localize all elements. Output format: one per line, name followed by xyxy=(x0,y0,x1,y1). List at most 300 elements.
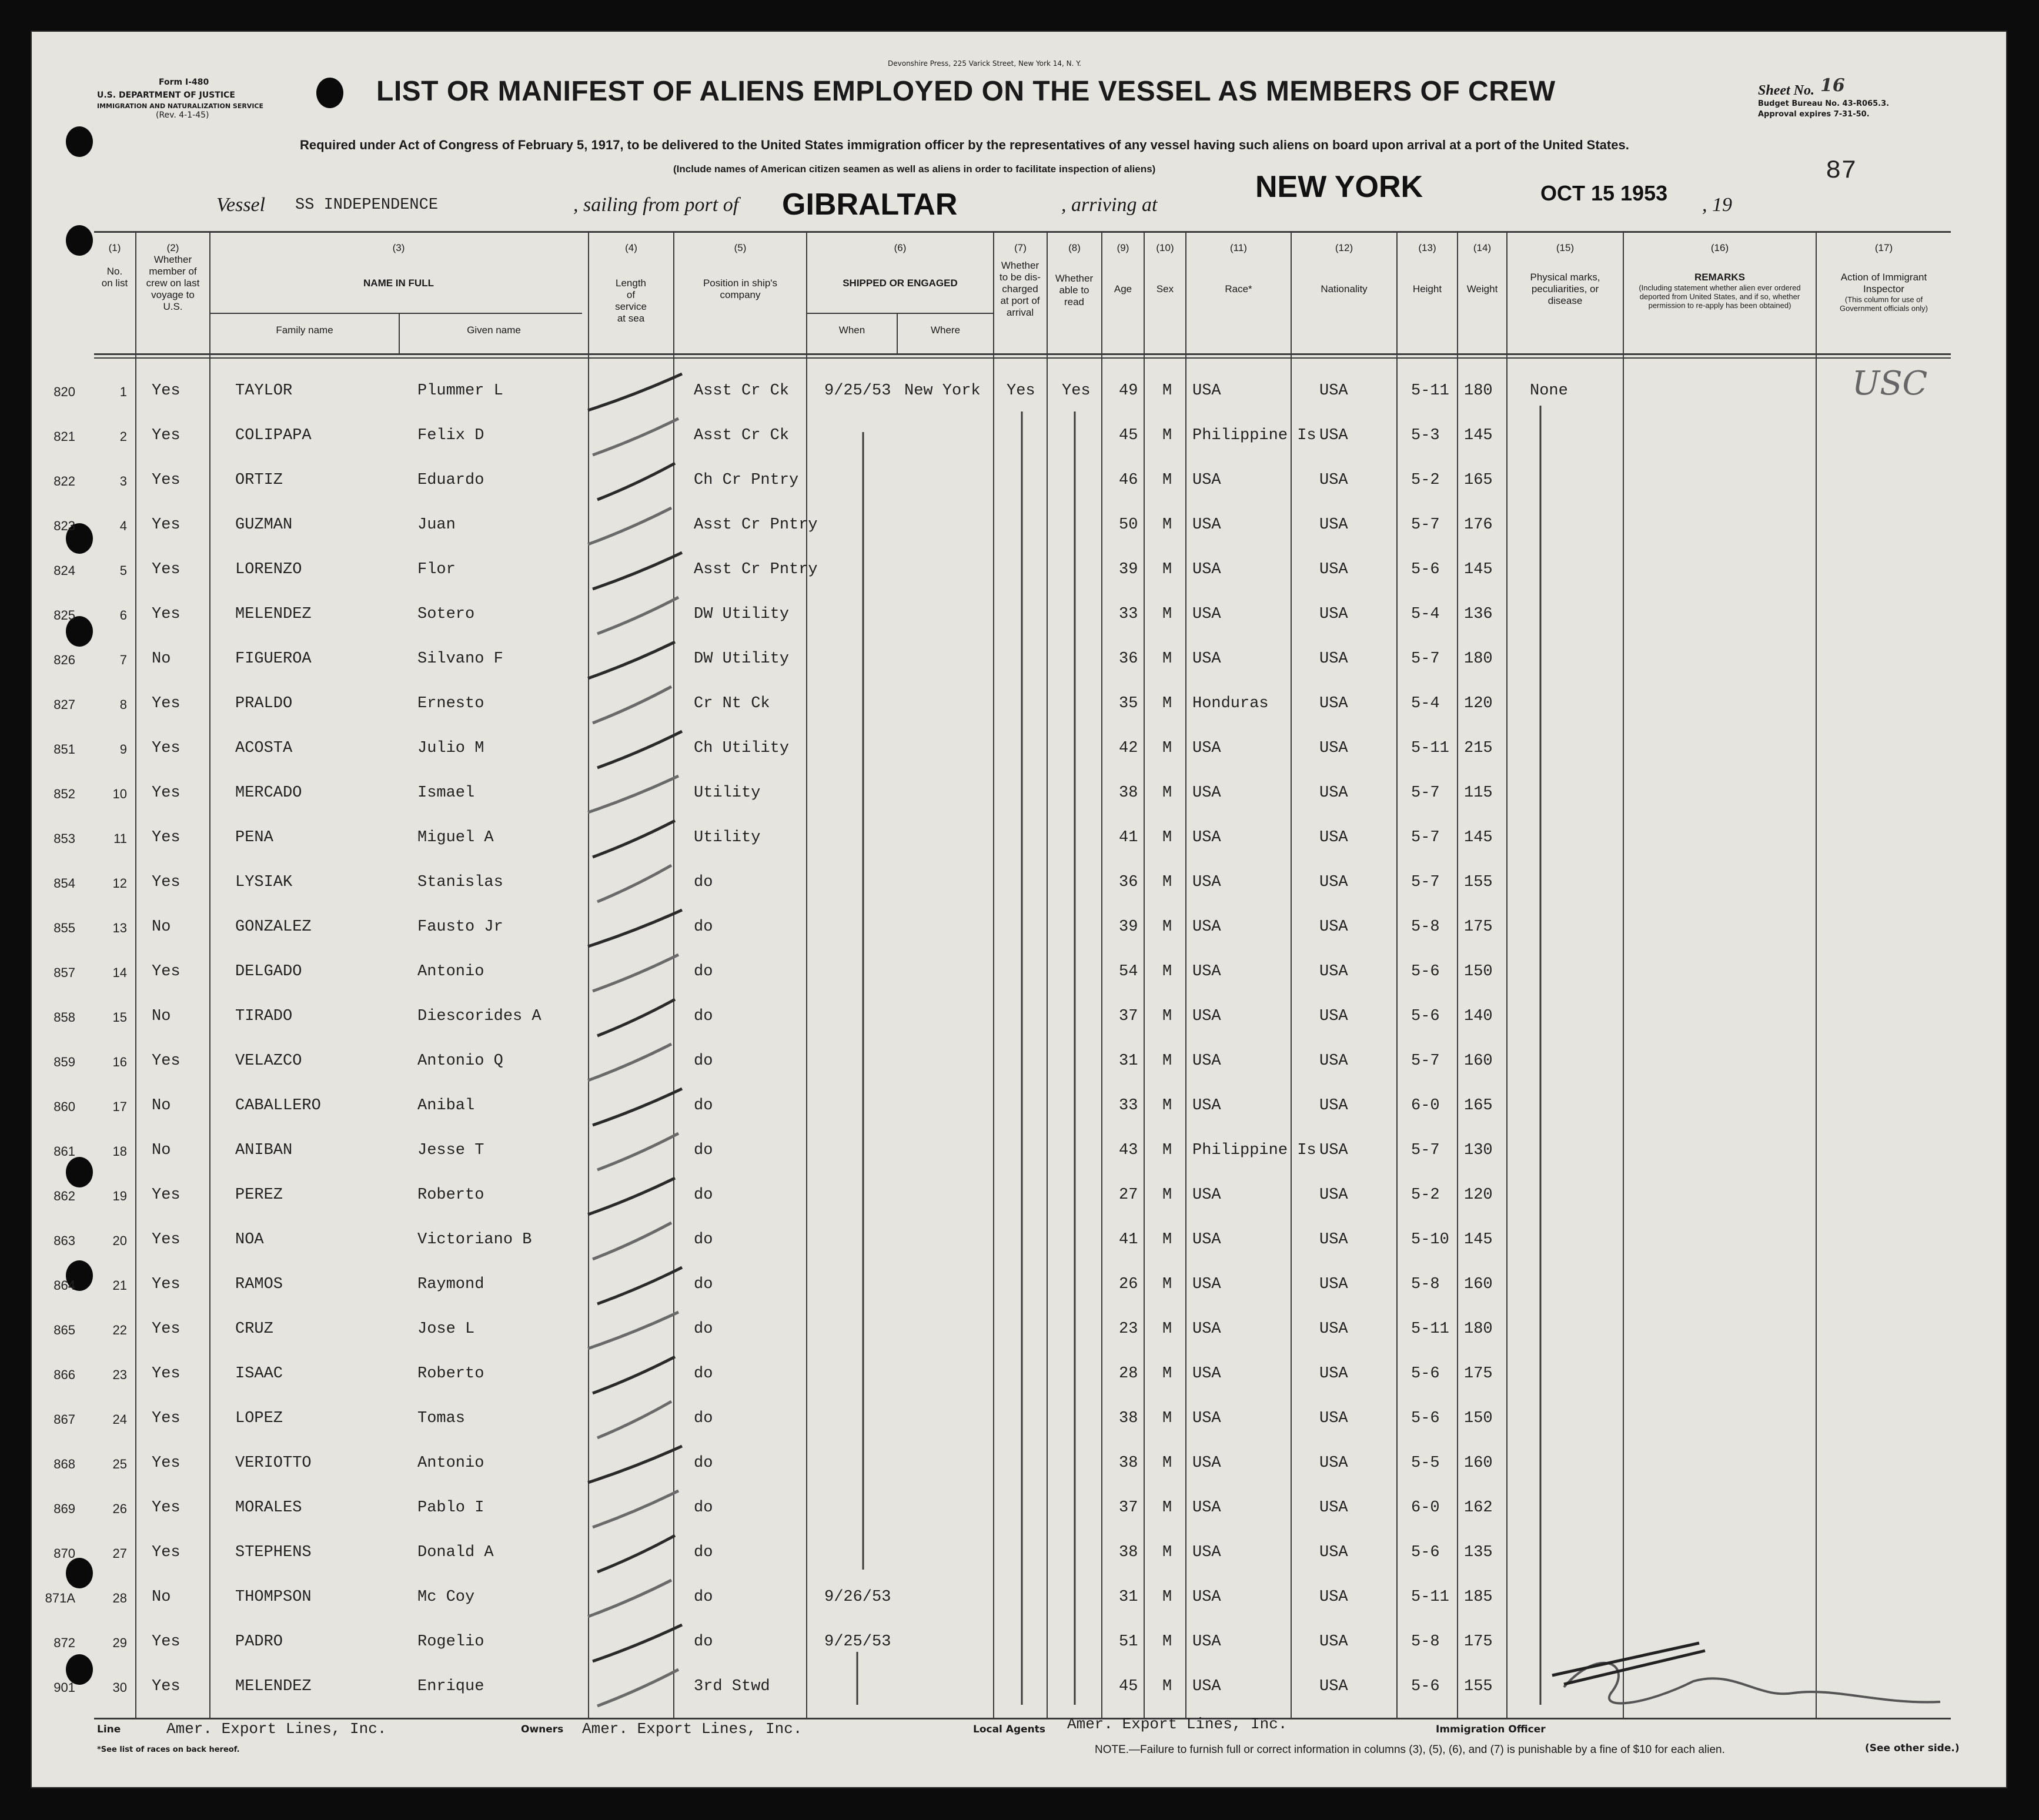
height: 5-7 xyxy=(1411,784,1440,802)
age: 37 xyxy=(1119,1499,1138,1517)
race: USA xyxy=(1192,918,1221,936)
given-name: Miguel A xyxy=(417,829,494,847)
race: USA xyxy=(1192,1588,1221,1606)
num-left: 872 xyxy=(54,1635,75,1650)
given-name: Anibal xyxy=(417,1097,475,1115)
position: do xyxy=(694,1097,713,1115)
given-name: Antonio Q xyxy=(417,1052,503,1070)
previous-voyage: Yes xyxy=(152,561,180,578)
family-name: PENA xyxy=(235,829,273,847)
given-name: Donald A xyxy=(417,1544,494,1561)
row-number: 25 xyxy=(112,1457,127,1471)
weight: 175 xyxy=(1464,1633,1493,1651)
family-name: NOA xyxy=(235,1231,264,1249)
age: 31 xyxy=(1119,1588,1138,1606)
given-name: Jose L xyxy=(417,1320,475,1338)
age: 39 xyxy=(1119,918,1138,936)
previous-voyage: Yes xyxy=(152,963,180,981)
age: 37 xyxy=(1119,1008,1138,1025)
family-name: PEREZ xyxy=(235,1186,283,1204)
weight: 176 xyxy=(1464,516,1493,534)
given-name: Pablo I xyxy=(417,1499,484,1517)
arriving-label: , arriving at xyxy=(1061,194,1158,216)
sex: M xyxy=(1162,1008,1172,1025)
sex: M xyxy=(1162,1544,1172,1561)
given-name: Victoriano B xyxy=(417,1231,532,1249)
height: 5-7 xyxy=(1411,1052,1440,1070)
race: USA xyxy=(1192,516,1221,534)
age: 51 xyxy=(1119,1633,1138,1651)
service-tick-mark xyxy=(588,1580,671,1617)
col-number: (11) xyxy=(1230,242,1247,253)
race: USA xyxy=(1192,1678,1221,1695)
shipped-when: 9/26/53 xyxy=(824,1588,891,1606)
agents-label: Local Agents xyxy=(973,1724,1046,1735)
height: 5-4 xyxy=(1411,605,1440,623)
sex: M xyxy=(1162,1633,1172,1651)
age: 35 xyxy=(1119,695,1138,712)
num-left: 857 xyxy=(54,965,75,980)
nationality: USA xyxy=(1319,382,1348,400)
row-number: 6 xyxy=(119,608,127,623)
nationality: USA xyxy=(1319,1678,1348,1695)
nationality: USA xyxy=(1319,1633,1348,1651)
family-name: LORENZO xyxy=(235,561,302,578)
given-name: Stanislas xyxy=(417,874,503,891)
weight: 165 xyxy=(1464,471,1493,489)
nationality: USA xyxy=(1319,1499,1348,1517)
shipped-where-header: Where xyxy=(930,324,961,336)
row-number: 22 xyxy=(112,1323,127,1337)
given-name: Eduardo xyxy=(417,471,484,489)
officer-signature xyxy=(1564,1663,1940,1704)
position: do xyxy=(694,1588,713,1606)
previous-voyage: No xyxy=(152,918,171,936)
sex: M xyxy=(1162,1365,1172,1383)
page-number: 87 xyxy=(1826,156,1857,186)
age: 38 xyxy=(1119,1454,1138,1472)
nationality: USA xyxy=(1319,605,1348,623)
age: 33 xyxy=(1119,1097,1138,1115)
height: 5-6 xyxy=(1411,1544,1440,1561)
height: 5-7 xyxy=(1411,516,1440,534)
weight: 165 xyxy=(1464,1097,1493,1115)
sex: M xyxy=(1162,918,1172,936)
position: Asst Cr Pntry xyxy=(694,561,818,578)
col-label: Sex xyxy=(1156,283,1174,295)
num-left: 821 xyxy=(54,429,75,444)
num-left: 866 xyxy=(54,1367,75,1382)
race: USA xyxy=(1192,1365,1221,1383)
weight: 160 xyxy=(1464,1276,1493,1293)
age: 38 xyxy=(1119,784,1138,802)
family-name: DELGADO xyxy=(235,963,302,981)
previous-voyage: Yes xyxy=(152,874,180,891)
sex: M xyxy=(1162,1052,1172,1070)
col-number: (2) xyxy=(166,242,179,253)
race: Philippine Is xyxy=(1192,427,1316,444)
previous-voyage: Yes xyxy=(152,1454,180,1472)
family-name: VELAZCO xyxy=(235,1052,302,1070)
age: 33 xyxy=(1119,605,1138,623)
cancellation-scribble xyxy=(1552,1643,1705,1684)
previous-voyage: No xyxy=(152,1142,171,1159)
row-number: 19 xyxy=(112,1189,127,1203)
height: 5-5 xyxy=(1411,1454,1440,1472)
weight: 135 xyxy=(1464,1544,1493,1561)
num-left: 851 xyxy=(54,742,75,757)
previous-voyage: Yes xyxy=(152,1678,180,1695)
previous-voyage: Yes xyxy=(152,695,180,712)
age: 36 xyxy=(1119,874,1138,891)
row-number: 23 xyxy=(112,1367,127,1382)
form-revision: (Rev. 4-1-45) xyxy=(156,111,209,120)
year-label: , 19 xyxy=(1702,194,1732,216)
approval-expiry: Approval expires 7-31-50. xyxy=(1758,110,1870,119)
position: Asst Cr Ck xyxy=(694,382,790,400)
height: 5-6 xyxy=(1411,1410,1440,1427)
service-tick-mark xyxy=(588,776,678,812)
previous-voyage: Yes xyxy=(152,1320,180,1338)
row-number: 17 xyxy=(112,1099,127,1114)
weight: 180 xyxy=(1464,1320,1493,1338)
row-number: 27 xyxy=(112,1546,127,1561)
sex: M xyxy=(1162,471,1172,489)
position: DW Utility xyxy=(694,650,790,668)
age: 36 xyxy=(1119,650,1138,668)
col-number: (4) xyxy=(625,242,637,253)
previous-voyage: Yes xyxy=(152,471,180,489)
family-name: MORALES xyxy=(235,1499,302,1517)
position: Utility xyxy=(694,784,761,802)
race: USA xyxy=(1192,605,1221,623)
race: USA xyxy=(1192,1633,1221,1651)
nationality: USA xyxy=(1319,874,1348,891)
port-to: NEW YORK xyxy=(1255,170,1423,204)
position: do xyxy=(694,874,713,891)
service-tick-mark xyxy=(588,1178,675,1215)
position: DW Utility xyxy=(694,605,790,623)
position: do xyxy=(694,1544,713,1561)
service-tick-mark xyxy=(593,1089,682,1125)
col-label: No. on list xyxy=(101,266,128,289)
age: 50 xyxy=(1119,516,1138,534)
age: 45 xyxy=(1119,1678,1138,1695)
num-left: 852 xyxy=(54,787,75,801)
num-left: 820 xyxy=(54,384,75,399)
height: 5-6 xyxy=(1411,1678,1440,1695)
col-note: (Including statement whether alien ever ordered deported from United States, and if so, whether permission to re-apply has been obtained) xyxy=(1639,283,1801,310)
height: 6-0 xyxy=(1411,1499,1440,1517)
previous-voyage: Yes xyxy=(152,1544,180,1561)
service-tick-mark xyxy=(597,1401,671,1438)
weight: 145 xyxy=(1464,427,1493,444)
nationality: USA xyxy=(1319,1052,1348,1070)
weight: 155 xyxy=(1464,874,1493,891)
previous-voyage: Yes xyxy=(152,1276,180,1293)
race: USA xyxy=(1192,963,1221,981)
nationality: USA xyxy=(1319,1544,1348,1561)
col-number: (7) xyxy=(1014,242,1027,253)
previous-voyage: Yes xyxy=(152,829,180,847)
previous-voyage: No xyxy=(152,1097,171,1115)
position: do xyxy=(694,1410,713,1427)
position: do xyxy=(694,1499,713,1517)
family-name: ANIBAN xyxy=(235,1142,293,1159)
num-left: 868 xyxy=(54,1457,75,1471)
nationality: USA xyxy=(1319,1231,1348,1249)
shipped-when: 9/25/53 xyxy=(824,382,891,400)
previous-voyage: Yes xyxy=(152,516,180,534)
service-tick-mark xyxy=(593,955,678,991)
race: USA xyxy=(1192,1320,1221,1338)
sex: M xyxy=(1162,605,1172,623)
service-tick-mark xyxy=(597,1670,678,1706)
family-name: ACOSTA xyxy=(235,740,293,757)
weight: 160 xyxy=(1464,1454,1493,1472)
service: IMMIGRATION AND NATURALIZATION SERVICE xyxy=(97,102,264,110)
given-name: Mc Coy xyxy=(417,1588,475,1606)
num-left: 870 xyxy=(54,1546,75,1561)
family-name: ORTIZ xyxy=(235,471,283,489)
service-tick-mark xyxy=(597,731,682,768)
nationality: USA xyxy=(1319,829,1348,847)
position: do xyxy=(694,1008,713,1025)
col-label: Whether member of crew on last voyage to U.S. xyxy=(146,254,200,312)
nationality: USA xyxy=(1319,1588,1348,1606)
race: USA xyxy=(1192,561,1221,578)
weight: 175 xyxy=(1464,918,1493,936)
col-note: (This column for use of Government officials only) xyxy=(1839,295,1928,313)
num-left: 859 xyxy=(54,1055,75,1069)
row-number: 13 xyxy=(112,921,127,935)
service-tick-mark xyxy=(597,1535,675,1572)
age: 28 xyxy=(1119,1365,1138,1383)
given-name: Diescorides A xyxy=(417,1008,541,1025)
nationality: USA xyxy=(1319,427,1348,444)
height: 5-7 xyxy=(1411,650,1440,668)
col-number: (6) xyxy=(894,242,907,253)
weight: 180 xyxy=(1464,382,1493,400)
col-label: Race* xyxy=(1225,283,1252,295)
col-number: (14) xyxy=(1473,242,1492,253)
service-tick-mark xyxy=(593,821,675,857)
age: 39 xyxy=(1119,561,1138,578)
race: USA xyxy=(1192,874,1221,891)
family-name-header: Family name xyxy=(276,324,333,336)
weight: 155 xyxy=(1464,1678,1493,1695)
height: 5-11 xyxy=(1411,1588,1449,1606)
family-name: LYSIAK xyxy=(235,874,293,891)
position: do xyxy=(694,1365,713,1383)
nationality: USA xyxy=(1319,650,1348,668)
row-number: 2 xyxy=(119,429,127,444)
col-number: (13) xyxy=(1418,242,1436,253)
weight: 140 xyxy=(1464,1008,1493,1025)
previous-voyage: Yes xyxy=(152,605,180,623)
sex: M xyxy=(1162,516,1172,534)
col-number: (8) xyxy=(1068,242,1081,253)
printer-line: Devonshire Press, 225 Varick Street, New York 14, N. Y. xyxy=(888,59,1081,68)
height: 5-11 xyxy=(1411,1320,1449,1338)
weight: 180 xyxy=(1464,650,1493,668)
col-number: (3) xyxy=(392,242,405,253)
height: 5-8 xyxy=(1411,1633,1440,1651)
given-name: Flor xyxy=(417,561,456,578)
col-label: Physical marks, peculiarities, or disease xyxy=(1530,272,1600,306)
height: 5-11 xyxy=(1411,740,1449,757)
col-number: (15) xyxy=(1556,242,1575,253)
race: USA xyxy=(1192,1052,1221,1070)
owners-value: Amer. Export Lines, Inc. xyxy=(582,1720,803,1738)
department: U.S. DEPARTMENT OF JUSTICE xyxy=(97,91,235,100)
race: USA xyxy=(1192,1008,1221,1025)
row-number: 1 xyxy=(119,384,127,399)
weight: 160 xyxy=(1464,1052,1493,1070)
nationality: USA xyxy=(1319,1410,1348,1427)
num-left: 853 xyxy=(54,831,75,846)
sex: M xyxy=(1162,1276,1172,1293)
row-number: 5 xyxy=(119,563,127,578)
family-name: TAYLOR xyxy=(235,382,293,400)
age: 41 xyxy=(1119,1231,1138,1249)
given-name: Antonio xyxy=(417,963,484,981)
nationality: USA xyxy=(1319,740,1348,757)
given-name: Silvano F xyxy=(417,650,503,668)
col-label: Weight xyxy=(1466,283,1498,295)
col-label: Nationality xyxy=(1321,283,1368,295)
position: Ch Utility xyxy=(694,740,790,757)
sex: M xyxy=(1162,1454,1172,1472)
num-left: 826 xyxy=(54,653,75,667)
height: 5-6 xyxy=(1411,1008,1440,1025)
family-name: GONZALEZ xyxy=(235,918,312,936)
col-label: Age xyxy=(1114,283,1132,295)
position: do xyxy=(694,1633,713,1651)
family-name: VERIOTTO xyxy=(235,1454,312,1472)
height: 6-0 xyxy=(1411,1097,1440,1115)
given-name: Tomas xyxy=(417,1410,466,1427)
col-number: (9) xyxy=(1117,242,1129,253)
nationality: USA xyxy=(1319,1097,1348,1115)
nationality: USA xyxy=(1319,918,1348,936)
budget-bureau: Budget Bureau No. 43-R065.3. xyxy=(1758,99,1890,108)
col-label: Whether able to read xyxy=(1055,273,1094,307)
race: USA xyxy=(1192,382,1221,400)
weight: 130 xyxy=(1464,1142,1493,1159)
race: Honduras xyxy=(1192,695,1269,712)
vessel-label: Vessel xyxy=(216,194,266,216)
service-tick-mark xyxy=(588,910,682,946)
family-name: PRALDO xyxy=(235,695,293,712)
given-name: Antonio xyxy=(417,1454,484,1472)
weight: 120 xyxy=(1464,1186,1493,1204)
weight: 145 xyxy=(1464,561,1493,578)
service-tick-mark xyxy=(588,508,671,544)
nationality: USA xyxy=(1319,784,1348,802)
service-tick-mark xyxy=(597,463,675,500)
col-number: (12) xyxy=(1335,242,1353,253)
weight: 175 xyxy=(1464,1365,1493,1383)
position: do xyxy=(694,1276,713,1293)
family-name: MELENDEZ xyxy=(235,1678,312,1695)
age: 49 xyxy=(1119,382,1138,400)
family-name: GUZMAN xyxy=(235,516,293,534)
num-left: 869 xyxy=(54,1501,75,1516)
nationality: USA xyxy=(1319,1142,1348,1159)
service-tick-mark xyxy=(593,1223,671,1259)
sex: M xyxy=(1162,1499,1172,1517)
race: USA xyxy=(1192,784,1221,802)
position: do xyxy=(694,1231,713,1249)
previous-voyage: No xyxy=(152,1008,171,1025)
weight: 145 xyxy=(1464,1231,1493,1249)
age: 23 xyxy=(1119,1320,1138,1338)
height: 5-7 xyxy=(1411,874,1440,891)
col-number: (5) xyxy=(734,242,747,253)
sex: M xyxy=(1162,427,1172,444)
service-tick-mark xyxy=(593,419,678,455)
sex: M xyxy=(1162,740,1172,757)
age: 46 xyxy=(1119,471,1138,489)
requirement-text: Required under Act of Congress of February 5, 1917, to be delivered to the United States immigration officer by the representatives of any vessel having such aliens on board upon arrival at a port of the United States. xyxy=(300,138,1629,152)
nationality: USA xyxy=(1319,1186,1348,1204)
race: Philippine Is xyxy=(1192,1142,1316,1159)
height: 5-2 xyxy=(1411,1186,1440,1204)
race: USA xyxy=(1192,740,1221,757)
service-tick-mark xyxy=(593,687,671,723)
race: USA xyxy=(1192,1544,1221,1561)
line-label: Line xyxy=(97,1724,121,1735)
nationality: USA xyxy=(1319,516,1348,534)
service-tick-mark xyxy=(597,597,678,634)
height: 5-8 xyxy=(1411,1276,1440,1293)
col-label: Position in ship's company xyxy=(703,277,778,300)
previous-voyage: Yes xyxy=(152,382,180,400)
race: USA xyxy=(1192,1499,1221,1517)
page-title: LIST OR MANIFEST OF ALIENS EMPLOYED ON THE VESSEL AS MEMBERS OF CREW xyxy=(376,76,1556,107)
sex: M xyxy=(1162,650,1172,668)
sex: M xyxy=(1162,829,1172,847)
age: 42 xyxy=(1119,740,1138,757)
race: USA xyxy=(1192,650,1221,668)
race: USA xyxy=(1192,471,1221,489)
height: 5-10 xyxy=(1411,1231,1449,1249)
service-tick-mark xyxy=(597,999,675,1036)
nationality: USA xyxy=(1319,1320,1348,1338)
sex: M xyxy=(1162,1410,1172,1427)
sex: M xyxy=(1162,1186,1172,1204)
position: do xyxy=(694,1052,713,1070)
service-tick-mark xyxy=(588,1044,671,1080)
num-left: 854 xyxy=(54,876,75,891)
previous-voyage: Yes xyxy=(152,1052,180,1070)
vessel-name: SS INDEPENDENCE xyxy=(295,196,439,214)
num-left: 825 xyxy=(54,608,75,623)
col-number: (16) xyxy=(1710,242,1729,253)
agents-value: Amer. Export Lines, Inc. xyxy=(1067,1715,1288,1733)
position: do xyxy=(694,918,713,936)
previous-voyage: Yes xyxy=(152,1186,180,1204)
position: Asst Cr Pntry xyxy=(694,516,818,534)
age: 26 xyxy=(1119,1276,1138,1293)
family-name: ISAAC xyxy=(235,1365,283,1383)
col-number: (17) xyxy=(1874,242,1893,253)
row-number: 16 xyxy=(112,1055,127,1069)
sex: M xyxy=(1162,1142,1172,1159)
weight: 185 xyxy=(1464,1588,1493,1606)
form-number: Form I-480 xyxy=(159,78,209,87)
